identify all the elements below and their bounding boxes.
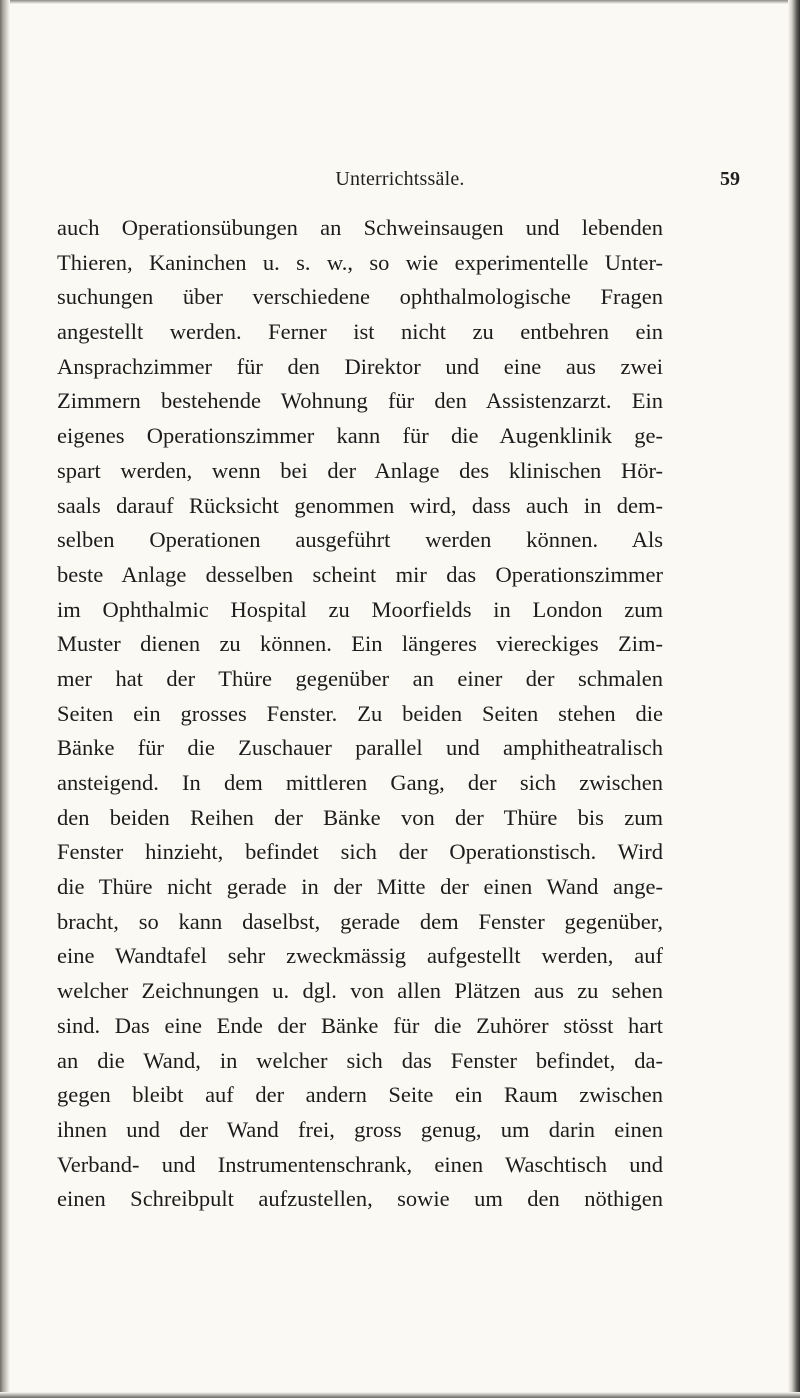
text-line: die Thüre nicht gerade in der Mitte der einen Wand ange- <box>57 874 663 900</box>
text-line: beste Anlage desselben scheint mir das Operationszimmer <box>57 561 663 587</box>
text-line: Zimmern bestehende Wohnung für den Assistenzarzt. Ein <box>57 388 663 414</box>
text-line: den beiden Reihen der Bänke von der Thüre bis zum <box>57 804 663 830</box>
text-line: Thieren, Kaninchen u. s. w., so wie experimentelle Unter- <box>57 249 663 275</box>
text-line: Fenster hinzieht, befindet sich der Operationstisch. Wird <box>57 839 663 865</box>
text-line: welcher Zeichnungen u. dgl. von allen Plätzen aus zu sehen <box>57 978 663 1004</box>
text-line: gegen bleibt auf der andern Seite ein Raum zwischen <box>57 1082 663 1108</box>
page-bottom-edge <box>0 1392 800 1398</box>
text-line: einen Schreibpult aufzustellen, sowie um den nöthigen <box>57 1186 663 1212</box>
text-line: bracht, so kann daselbst, gerade dem Fenster gegenüber, <box>57 908 663 934</box>
text-line: Muster dienen zu können. Ein längeres viereckiges Zim- <box>57 631 663 657</box>
text-line: Ansprachzimmer für den Direktor und eine aus zwei <box>57 353 663 379</box>
text-line: saals darauf Rücksicht genommen wird, dass auch in dem- <box>57 492 663 518</box>
text-line: an die Wand, in welcher sich das Fenster befindet, da- <box>57 1047 663 1073</box>
body-text <box>57 211 663 1217</box>
text-line: mer hat der Thüre gegenüber an einer der schmalen <box>57 665 663 691</box>
page-number: 59 <box>720 168 740 190</box>
text-line: ansteigend. In dem mittleren Gang, der sich zwischen <box>57 770 663 795</box>
text-line: angestellt werden. Ferner ist nicht zu entbehren ein <box>57 319 663 345</box>
text-line: suchungen über verschiedene ophthalmologische Fragen <box>57 284 663 310</box>
running-title: Unterrichtssäle. <box>335 168 465 190</box>
text-line: selben Operationen ausgeführt werden können. Als <box>57 527 663 553</box>
page-right-edge <box>788 0 800 1398</box>
running-head <box>60 168 740 198</box>
text-line: spart werden, wenn bei der Anlage des klinischen Hör- <box>57 457 663 483</box>
text-line: sind. Das eine Ende der Bänke für die Zuhörer stösst hart <box>57 1012 663 1038</box>
page-left-edge <box>0 0 10 1398</box>
text-line: Bänke für die Zuschauer parallel und amphitheatralisch <box>57 735 663 761</box>
text-line: eigenes Operationszimmer kann für die Augenklinik ge- <box>57 423 663 449</box>
page-top-edge <box>0 0 800 4</box>
text-line: auch Operationsübungen an Schweinsaugen und lebenden <box>57 215 663 240</box>
text-line: im Ophthalmic Hospital zu Moorfields in London zum <box>57 596 663 622</box>
text-line: ihnen und der Wand frei, gross genug, um darin einen <box>57 1116 663 1142</box>
text-line: Seiten ein grosses Fenster. Zu beiden Seiten stehen die <box>57 700 663 726</box>
text-line: Verband- und Instrumentenschrank, einen Waschtisch und <box>57 1151 663 1177</box>
text-line: eine Wandtafel sehr zweckmässig aufgestellt werden, auf <box>57 943 663 969</box>
